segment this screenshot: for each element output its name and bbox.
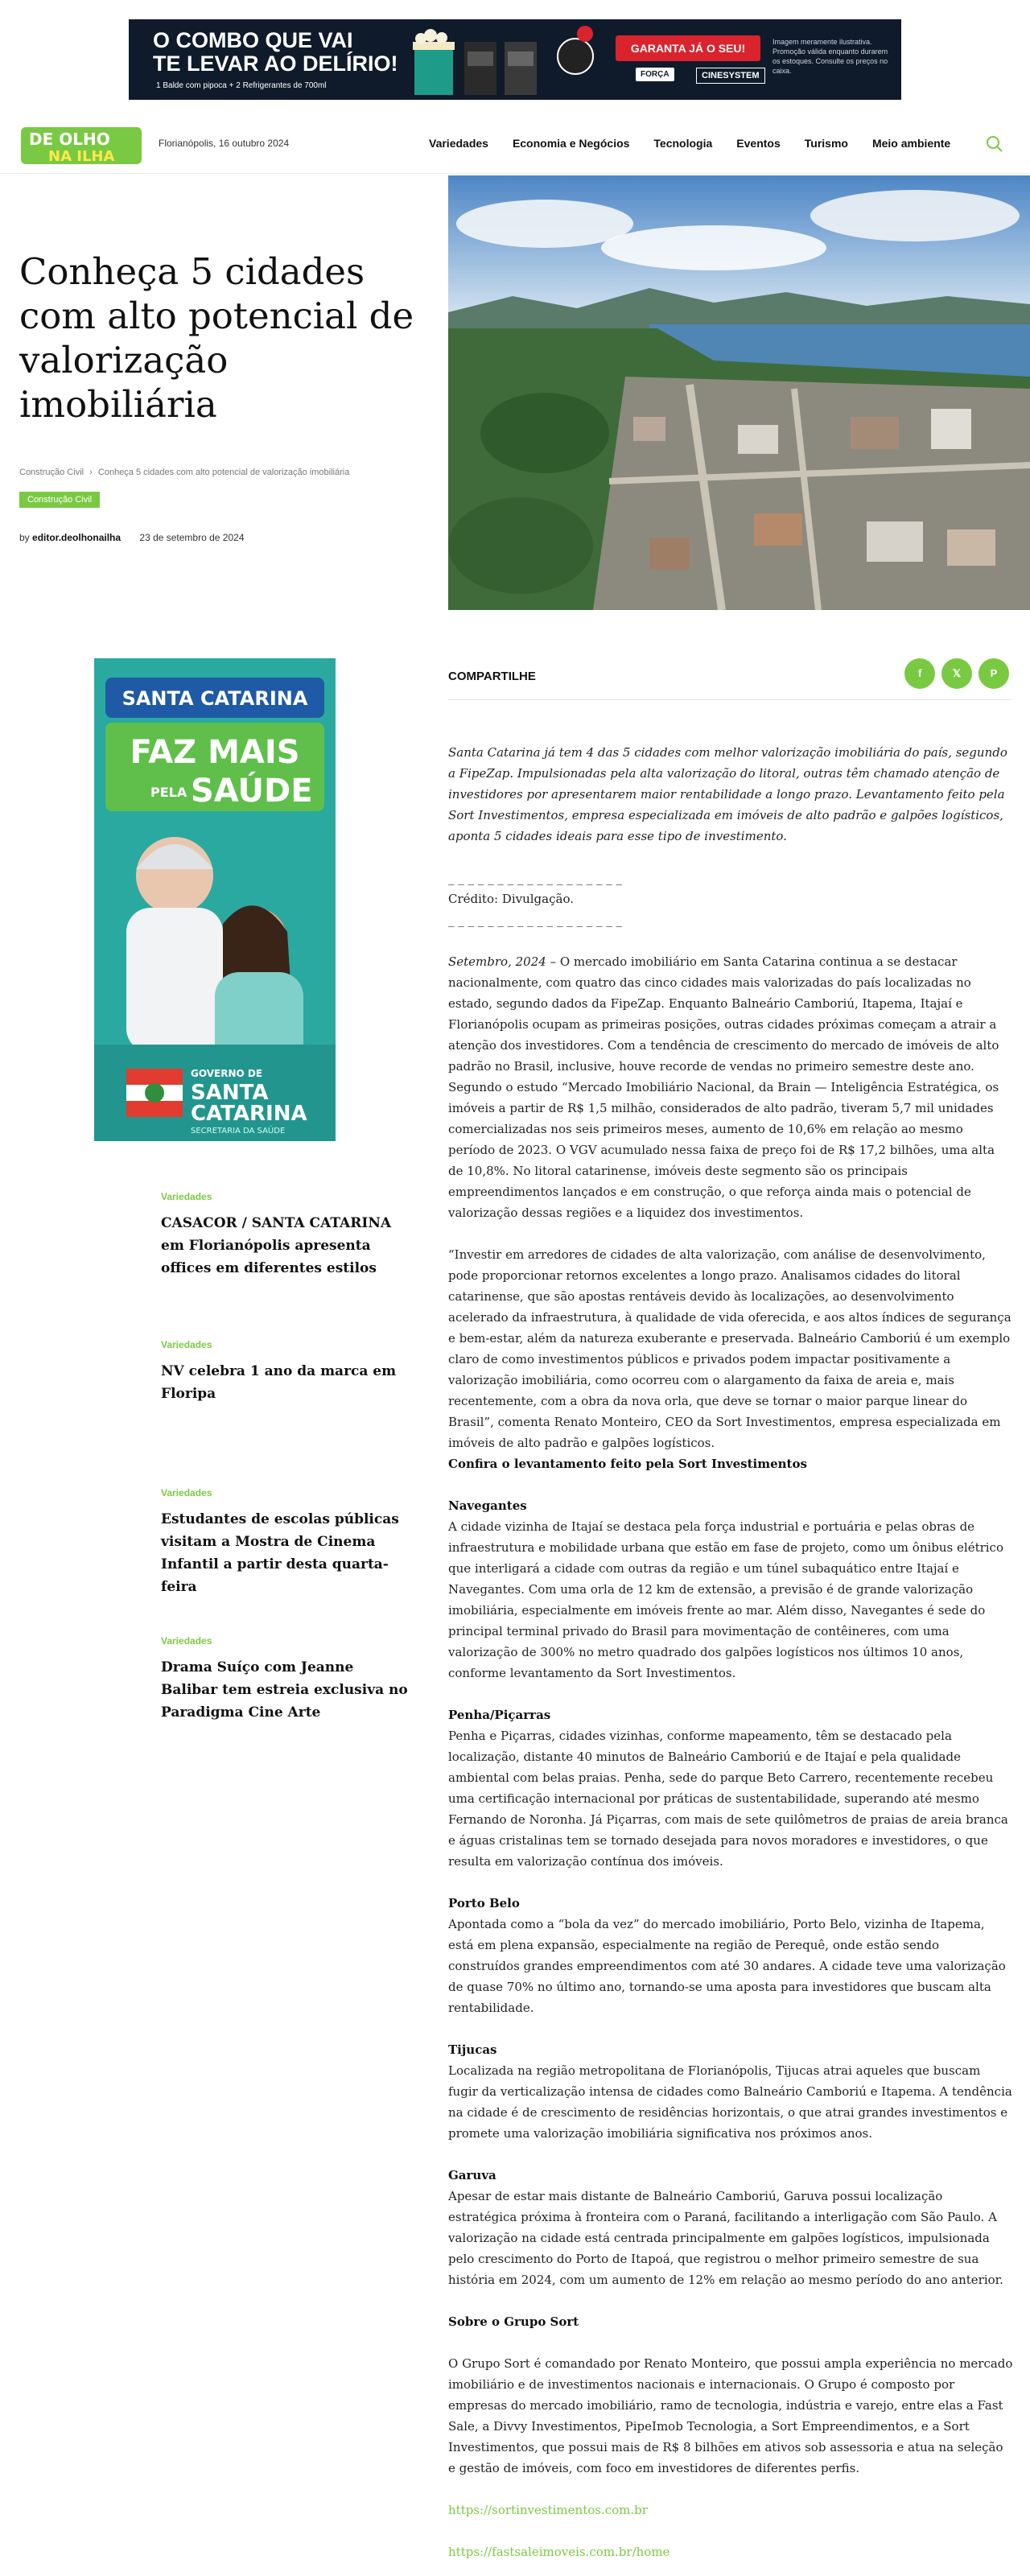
share-label: COMPARTILHE bbox=[448, 670, 536, 683]
link-fastsale[interactable]: https://fastsaleimoveis.com.br/home bbox=[448, 2545, 670, 2559]
subhead-tijucas: Tijucas bbox=[448, 2042, 497, 2057]
banner-disclaimer: Imagem meramente ilustrativa. Promoção válida enquanto durarem os estoques. Consulte os preços no caixa. bbox=[772, 38, 888, 75]
paragraph-porto-belo: Apontada como a “bola da vez” do mercado imobiliário, Porto Belo, vizinha de Itapema, está em plena expansão, especialmente na região de Perequê, onde estão sendo construídos grandes empreendimentos com até 30 andares. A cidade teve uma valorização de quase 70% no último ano, tornando-se uma aposta para investidores que buscam alta rentabilidade. bbox=[448, 1917, 1006, 2015]
ad-gov: GOVERNO DE bbox=[191, 1068, 263, 1079]
ad-line-2-small: PELA bbox=[150, 785, 187, 800]
sidebar-post-category[interactable]: Variedades bbox=[161, 1191, 212, 1202]
list-item[interactable] bbox=[161, 1339, 410, 1487]
nav-turismo[interactable]: Turismo bbox=[804, 137, 848, 150]
sidebar-post-category[interactable]: Variedades bbox=[161, 1635, 212, 1647]
ad-state-2: CATARINA bbox=[191, 1102, 307, 1126]
sidebar-post-category[interactable]: Variedades bbox=[161, 1487, 212, 1498]
subhead-levantamento: Confira o levantamento feito pela Sort Investimentos bbox=[448, 1457, 807, 1471]
nav-variedades[interactable]: Variedades bbox=[429, 137, 488, 150]
sidebar-ad-santa-catarina[interactable] bbox=[94, 658, 336, 1141]
nav-tecnologia[interactable]: Tecnologia bbox=[653, 137, 713, 150]
ad-line-2: SAÚDE bbox=[191, 773, 313, 810]
paragraph-2: “Investir em arredores de cidades de alta valorização, com análise de desenvolvimento, pode proporcionar retornos excelentes a longo prazo. Analisamos cidades do litoral catarinense, que são apostas rentáveis devido às localizações, ao desenvolvimento acelerado da infraestrutura, à qualidade de vida oferecida, e aos altos índices de segurança e bem-estar, além da natureza exuberante e preservada. Balneário Camboriú é um exemplo claro de como investimentos públicos e privados podem impactar positivamente a valorização imobiliária, como ocorreu com o alargamento da faixa de areia e, mais recentemente, com a obra da nova orla, que deve se tornar o maior parque linear do Brasil”, comenta Renato Monteiro, CEO da Sort Investimentos, empresa especializada em imóveis de alto padrão e galpões logísticos. bbox=[448, 1247, 1011, 1450]
list-item[interactable] bbox=[161, 1635, 410, 1783]
subhead-porto-belo: Porto Belo bbox=[448, 1896, 520, 1910]
pinterest-share-icon[interactable]: P bbox=[978, 658, 1009, 689]
site-logo[interactable] bbox=[21, 122, 142, 169]
paragraph-tijucas: Localizada na região metropolitana de Florianópolis, Tijucas atrai aqueles que buscam fugir da verticalização intensa de cidades como Balneário Camboriú e Itapema. A tendência na cidade é de crescimento de residências horizontais, o que atrai grandes investimentos e promete uma valorização imobiliária significativa nos próximos anos. bbox=[448, 2063, 1012, 2141]
banner-subtext: 1 Balde com pipoca + 2 Refrigerantes de 700ml bbox=[156, 81, 327, 90]
banner-headline-line-2: TE LEVAR AO DELÍRIO! bbox=[153, 52, 398, 76]
header-date: Florianópolis, 16 outubro 2024 bbox=[159, 138, 290, 149]
logo-text-2: NA ILHA bbox=[48, 148, 115, 165]
sidebar-post-title[interactable]: Estudantes de escolas públicas visitam a Mostra de Cinema Infantil a partir desta quarta-feira bbox=[161, 1511, 399, 1595]
sidebar-post-title[interactable]: NV celebra 1 ano da marca em Floripa bbox=[161, 1363, 397, 1402]
article-intro: Santa Catarina já tem 4 das 5 cidades com melhor valorização imobiliária do país, segundo a FipeZap. Impulsionadas pela alta valorização do litoral, outras têm chamado atenção de investidores por apresentarem maior rentabilidade a longo prazo. Levantamento feito pela Sort Investimentos, empresa especializada em imóveis de alto padrão e galpões logísticos, aponta 5 cidades ideais para esse tipo de investimento. bbox=[448, 745, 1007, 843]
post-title: Conheça 5 cidades com alto potencial de valorização imobiliária bbox=[19, 250, 414, 426]
list-item[interactable] bbox=[161, 1191, 410, 1339]
divider: _ _ _ _ _ _ _ _ _ _ _ _ _ _ _ _ _ _ bbox=[448, 913, 623, 927]
paragraph-sobre-sort: O Grupo Sort é comandado por Renato Monteiro, que possui ampla experiência no mercado imobiliário e de investimentos nacionais e internacionais. O Grupo é composto por empresas do mercado imobiliário, ramo de tecnologia, indústria e varejo, entre elas a Fast Sale, a Divvy Investimentos, PipeImob Tecnologia, a Sort Empreendimentos, e a Sort Investimentos, que possui mais de R$ 8 bilhões em ativos sob assessoria e atua na seleção e gestão de imóveis, com foco em investidores de diferentes perfis. bbox=[448, 2356, 1013, 2475]
subhead-navegantes: Navegantes bbox=[448, 1498, 527, 1513]
paragraph-1-text: – O mercado imobiliário em Santa Catarina continua a se destacar nacionalmente, com quatro das cinco cidades mais valorizadas do país localizadas no estado, segundo dados da FipeZap. Enquanto Balneário Camboriú, Itapema, Itajaí e Florianópolis ocupam as primeiras posições, outras cidades próximas começam a atrair a atenção dos investidores. Com a tendência de crescimento do mercado de imóveis de alto padrão no Brasil, inclusive, houve recorde de vendas no primeiro semestre deste ano. Segundo o estudo “Mercado Imobiliário Nacional, da Brain — Inteligência Estratégica, os imóveis a partir de R$ 1,5 milhão, considerados de alto padrão, tiveram 5,7 mil unidades comercializadas nos seis primeiros meses, aumento de 10,6% em relação ao mesmo período de 2023. O VGV acumulado nessa faixa de preço foi de R$ 17,2 bilhões, uma alta de 10,8%. No litoral catarinense, imóveis deste segmento são os principais empreendimentos lançados e em construção, o que reforça ainda mais o potencial de valorização dessas regiões e a liquidez dos investimentos. bbox=[448, 954, 999, 1220]
author-link[interactable]: editor.deolhonailha bbox=[32, 532, 122, 543]
paragraph-garuva: Apesar de estar mais distante de Balneário Camboriú, Garuva possui localização estratégica próxima à fronteira com o Paraná, facilitando a interligação com São Paulo. A valorização na cidade está centrada principalmente em galpões logísticos, impulsionada pelo crescimento do Porto de Itapoá, que registrou o melhor primeiro semestre de sua história em 2024, com um aumento de 12% em relação ao mesmo período do ano anterior. bbox=[448, 2189, 1003, 2287]
subhead-sobre-sort: Sobre o Grupo Sort bbox=[448, 2314, 579, 2329]
top-banner-ad[interactable] bbox=[129, 19, 901, 100]
photo-credit: Crédito: Divulgação. bbox=[448, 892, 574, 906]
ad-line-1: FAZ MAIS bbox=[130, 734, 300, 771]
logo-text-1: DE OLHO bbox=[29, 130, 110, 149]
popcorn-combo-image bbox=[406, 24, 608, 97]
sidebar-post-title[interactable]: Drama Suíço com Jeanne Balibar tem estreia exclusiva no Paradigma Cine Arte bbox=[161, 1659, 408, 1721]
breadcrumb-separator: › bbox=[89, 468, 93, 477]
category-badge[interactable]: Construção Civil bbox=[19, 492, 100, 508]
paragraph-navegantes: A cidade vizinha de Itajaí se destaca pela força industrial e portuária e pelas obras de infraestrutura e mobilidade urbana que estão em fase de projeto, como um ônibus elétrico que interligará a cidade com outras da região e um túnel subaquático entre Itajaí e Navegantes. Com uma orla de 12 km de extensão, a previsão é de grande valorização imobiliária, especialmente em imóveis frente ao mar. Além disso, Navegantes é sede do principal terminal privado do Brasil para movimentação de contêineres, com uma valorização de 300% no metro quadrado dos galpões logísticos nos últimos 10 anos, conforme levantamento da Sort Investimentos. bbox=[448, 1519, 1003, 1680]
paragraph-penha: Penha e Piçarras, cidades vizinhas, conforme mapeamento, têm se destacado pela localização, distante 40 minutos de Balneário Camboriú e de Itajaí e pela qualidade ambiental com belas praias. Penha, sede do parque Beto Carrero, recentemente recebeu uma certificação internacional por práticas de sustentabilidade, superando até mesmo Fernando de Noronha. Já Piçarras, com mais de sete quilômetros de praias de areia branca e águas cristalinas tem se tornado desejada para novos moradores e investidores, o que resulta em valorização contínua dos imóveis. bbox=[448, 1729, 1008, 1869]
hero-aerial-photo bbox=[448, 175, 1030, 610]
ad-dept: SECRETARIA DA SAÚDE bbox=[191, 1127, 286, 1136]
divider: _ _ _ _ _ _ _ _ _ _ _ _ _ _ _ _ _ _ bbox=[448, 871, 623, 885]
paragraph-1 bbox=[448, 951, 1013, 1223]
share-bar bbox=[448, 658, 1011, 700]
banner-headline bbox=[153, 29, 398, 76]
banner-brand-2: CINESYSTEM bbox=[696, 68, 765, 84]
author-row bbox=[19, 532, 245, 543]
ad-state: SANTA bbox=[191, 1081, 269, 1105]
main-nav bbox=[429, 137, 950, 150]
banner-brand-1: FORÇA bbox=[636, 68, 674, 81]
subhead-garuva: Garuva bbox=[448, 2168, 496, 2182]
nav-economia[interactable]: Economia e Negócios bbox=[512, 137, 630, 150]
link-sort-investimentos[interactable]: https://sortinvestimentos.com.br bbox=[448, 2503, 648, 2517]
by-label: by bbox=[19, 532, 30, 543]
article-body bbox=[448, 742, 1013, 2562]
sidebar-post-category[interactable]: Variedades bbox=[161, 1339, 212, 1350]
search-icon[interactable] bbox=[986, 135, 1003, 153]
list-item[interactable] bbox=[161, 1487, 410, 1635]
paragraph-1-lead: Setembro, 2024 bbox=[448, 954, 546, 969]
breadcrumb bbox=[19, 468, 349, 477]
sidebar-post-title[interactable]: CASACOR / SANTA CATARINA em Florianópolis apresenta offices em diferentes estilos bbox=[161, 1215, 392, 1276]
breadcrumb-current: Conheça 5 cidades com alto potencial de valorização imobiliária bbox=[97, 468, 350, 477]
nav-eventos[interactable]: Eventos bbox=[736, 137, 781, 150]
sidebar-related-posts bbox=[161, 1191, 410, 1783]
ad-top-text: SANTA CATARINA bbox=[122, 687, 308, 710]
facebook-share-icon[interactable]: f bbox=[904, 658, 935, 689]
post-date: 23 de setembro de 2024 bbox=[139, 532, 245, 543]
nav-meio-ambiente[interactable]: Meio ambiente bbox=[871, 137, 951, 150]
x-share-icon[interactable]: 𝕏 bbox=[941, 658, 972, 689]
subhead-penha: Penha/Piçarras bbox=[448, 1708, 551, 1722]
banner-headline-line-1: O COMBO QUE VAI bbox=[153, 28, 353, 52]
site-header bbox=[0, 113, 1030, 174]
banner-cta-button[interactable]: GARANTA JÁ O SEU! bbox=[616, 35, 760, 61]
breadcrumb-parent[interactable]: Construção Civil bbox=[19, 468, 84, 477]
